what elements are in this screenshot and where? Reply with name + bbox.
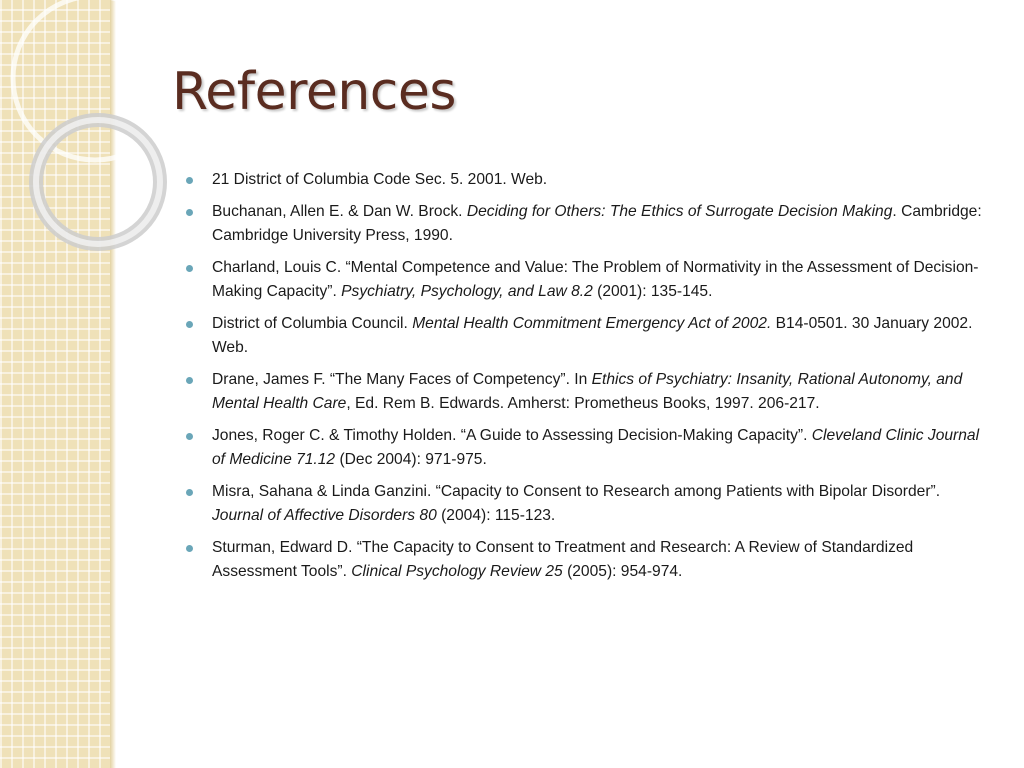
reference-text: , Ed. Rem B. Edwards. Amherst: Prometheus Books, 1997. 206-217. (346, 395, 820, 412)
slide-title: References (172, 62, 456, 122)
bullet-icon (186, 177, 193, 184)
decorative-ring-small-highlight (36, 120, 160, 244)
decorative-ring-large (13, 0, 177, 160)
bullet-icon (186, 321, 193, 328)
reference-text: District of Columbia Council. (212, 315, 413, 332)
reference-item (186, 536, 986, 584)
reference-text: Drane, James F. “The Many Faces of Competency”. In (212, 371, 592, 388)
bullet-icon (186, 377, 193, 384)
bullet-icon (186, 265, 193, 272)
reference-text: (2004): 115-123. (436, 507, 556, 524)
reference-title-italic: Journal of Affective Disorders 80 (212, 507, 437, 524)
reference-title-italic: Deciding for Others: The Ethics of Surrogate Decision Making (466, 203, 893, 220)
bullet-icon (186, 489, 193, 496)
bullet-icon (186, 545, 193, 552)
reference-item (186, 200, 986, 248)
reference-title-italic: Mental Health Commitment Emergency Act of 2002. (412, 315, 772, 332)
reference-item (186, 256, 986, 304)
reference-text: . Cambridge: Cambridge University Press, 1990. (212, 203, 982, 244)
reference-title-italic: Cleveland Clinic Journal of Medicine 71.12 (212, 427, 980, 468)
reference-item (186, 480, 986, 528)
bullet-icon (186, 209, 193, 216)
reference-text: Misra, Sahana & Linda Ganzini. “Capacity to Consent to Research among Patients with Bipolar Disorder”. (212, 483, 941, 500)
reference-text: Sturman, Edward D. “The Capacity to Consent to Treatment and Research: A Review of Standardized Assessment Tools”. (212, 539, 914, 580)
references-list (186, 168, 986, 592)
decorative-rings (0, 0, 140, 260)
reference-item (186, 368, 986, 416)
reference-title-italic: Clinical Psychology Review 25 (351, 563, 563, 580)
reference-title-italic: Ethics of Psychiatry: Insanity, Rational Autonomy, and Mental Health Care (212, 371, 963, 412)
reference-item (186, 168, 986, 192)
reference-text: (Dec 2004): 971-975. (335, 451, 487, 468)
reference-text: 21 District of Columbia Code Sec. 5. 2001. Web. (212, 171, 548, 188)
reference-text: Buchanan, Allen E. & Dan W. Brock. (212, 203, 467, 220)
reference-item (186, 312, 986, 360)
reference-text: B14-0501. 30 January 2002. Web. (212, 315, 973, 356)
reference-text: Jones, Roger C. & Timothy Holden. “A Guide to Assessing Decision-Making Capacity”. (212, 427, 812, 444)
reference-text: Charland, Louis C. “Mental Competence and Value: The Problem of Normativity in the Assessment of Decision-Making Capacity”. (212, 259, 979, 300)
reference-item (186, 424, 986, 472)
bullet-icon (186, 433, 193, 440)
reference-text: (2001): 135-145. (592, 283, 713, 300)
reference-text: (2005): 954-974. (562, 563, 683, 580)
reference-title-italic: Psychiatry, Psychology, and Law 8.2 (341, 283, 593, 300)
